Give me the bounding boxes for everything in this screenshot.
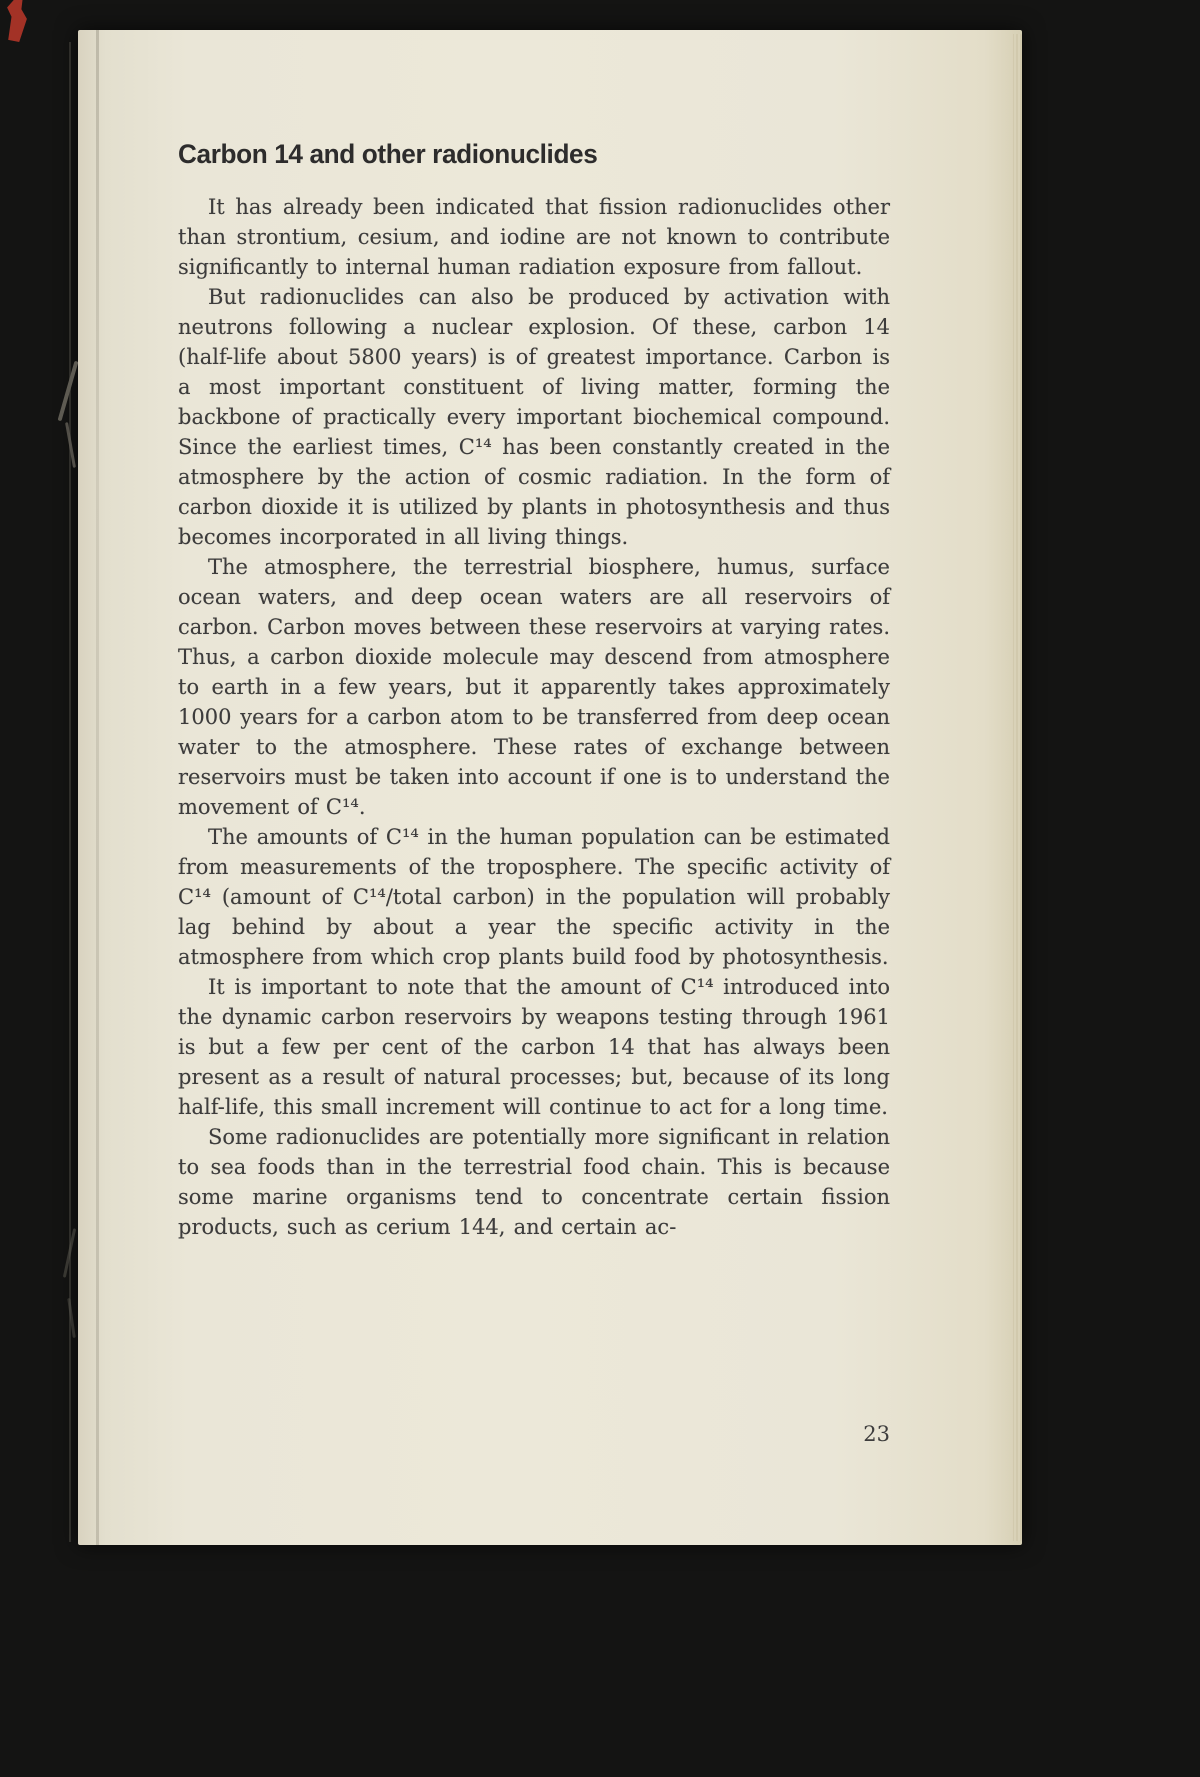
section-title: Carbon 14 and other radionuclides (178, 139, 598, 169)
paragraph: The atmosphere, the terrestrial biosphere, humus, surface ocean waters, and deep ocean waters are all reservoirs of carbon. Carbon moves between these reservoirs at varying rates. Thus, a carbon dioxide molecule may descend from atmosphere to earth in a few years, but it apparently takes approximately 1000 years for a carbon atom to be transferred from deep ocean water to the atmosphere. These rates of exchange between reservoirs must be taken into account if one is to understand the movement of C¹⁴. (178, 555, 890, 819)
paragraph: It has already been indicated that fission radionuclides other than strontium, cesium, and iodine are not known to contribute significantly to internal human radiation exposure from fallout. (178, 195, 890, 279)
page-text-block (178, 138, 890, 1242)
page-number: 23 (863, 1422, 890, 1446)
book-page (78, 30, 1022, 1545)
page-fore-edge (1013, 34, 1022, 1541)
paragraph: The amounts of C¹⁴ in the human population can be estimated from measurements of the troposphere. The specific activity of C¹⁴ (amount of C¹⁴/total carbon) in the population will probably lag behind by about a year the specific activity in the atmosphere from which crop plants build food by photosynthesis. (178, 825, 890, 969)
red-spine-mark (6, 0, 28, 42)
binding-thread-icon (58, 361, 79, 422)
paragraph: Some radionuclides are potentially more significant in relation to sea foods than in the terrestrial food chain. This is because some marine organisms tend to concentrate certain fission products, such as cerium 144, and certain ac- (178, 1125, 890, 1239)
paragraph: But radionuclides can also be produced by activation with neutrons following a nuclear explosion. Of these, carbon 14 (half-life about 5800 years) is of greatest importance. Carbon is a most important constituent of living matter, forming the backbone of practically every important biochemical compound. Since the earliest times, C¹⁴ has been constantly created in the atmosphere by the action of cosmic radiation. In the form of carbon dioxide it is utilized by plants in photosynthesis and thus becomes incorporated in all living things. (178, 285, 890, 549)
paragraph: It is important to note that the amount of C¹⁴ introduced into the dynamic carbon reservoirs by weapons testing through 1961 is but a few per cent of the carbon 14 that has always been present as a result of natural processes; but, because of its long half-life, this small increment will continue to act for a long time. (178, 975, 890, 1119)
binding-crease (96, 30, 99, 1545)
